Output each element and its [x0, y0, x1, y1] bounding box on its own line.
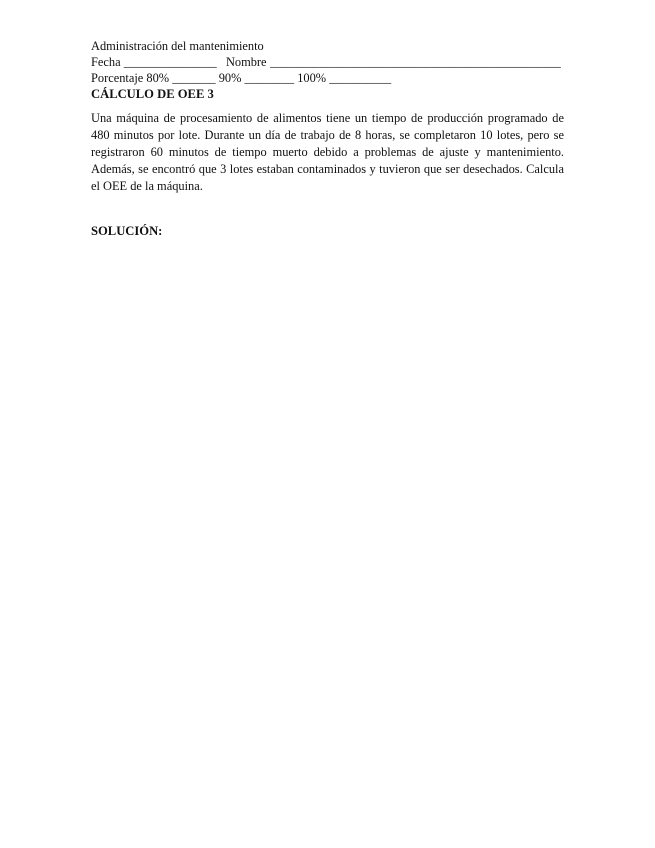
- solution-heading: SOLUCIÓN:: [91, 224, 163, 238]
- name-blank: _______________________________________________: [269, 55, 561, 69]
- percentage-label: Porcentaje: [91, 71, 144, 85]
- document-content: [91, 38, 564, 239]
- course-name: Administración del mantenimiento: [91, 39, 264, 53]
- date-label: Fecha: [91, 55, 121, 69]
- problem-statement: Una máquina de procesamiento de alimentos tiene un tiempo de producción programado de 480 minutos por lote. Durante un día de trabajo de 8 horas, se completaron 10 lotes, pero se registraron 60 minutos de tiempo muerto debido a problemas de ajuste y mantenimiento. Además, se encontró que 3 lotes estaban contaminados y tuvieron que ser desechados. Calcula el OEE de la máquina.: [91, 111, 564, 193]
- pct-80-blank: _______: [172, 71, 216, 85]
- percentage-line: [91, 70, 564, 86]
- date-name-line: [91, 54, 564, 70]
- date-blank: _______________: [123, 55, 217, 69]
- pct-100-label: 100%: [297, 71, 327, 85]
- exercise-title: CÁLCULO DE OEE 3: [91, 87, 214, 101]
- pct-90-label: 90%: [218, 71, 242, 85]
- pct-90-blank: ________: [244, 71, 295, 85]
- pct-100-blank: __________: [329, 71, 392, 85]
- pct-80-label: 80%: [146, 71, 170, 85]
- name-label: Nombre: [225, 55, 267, 69]
